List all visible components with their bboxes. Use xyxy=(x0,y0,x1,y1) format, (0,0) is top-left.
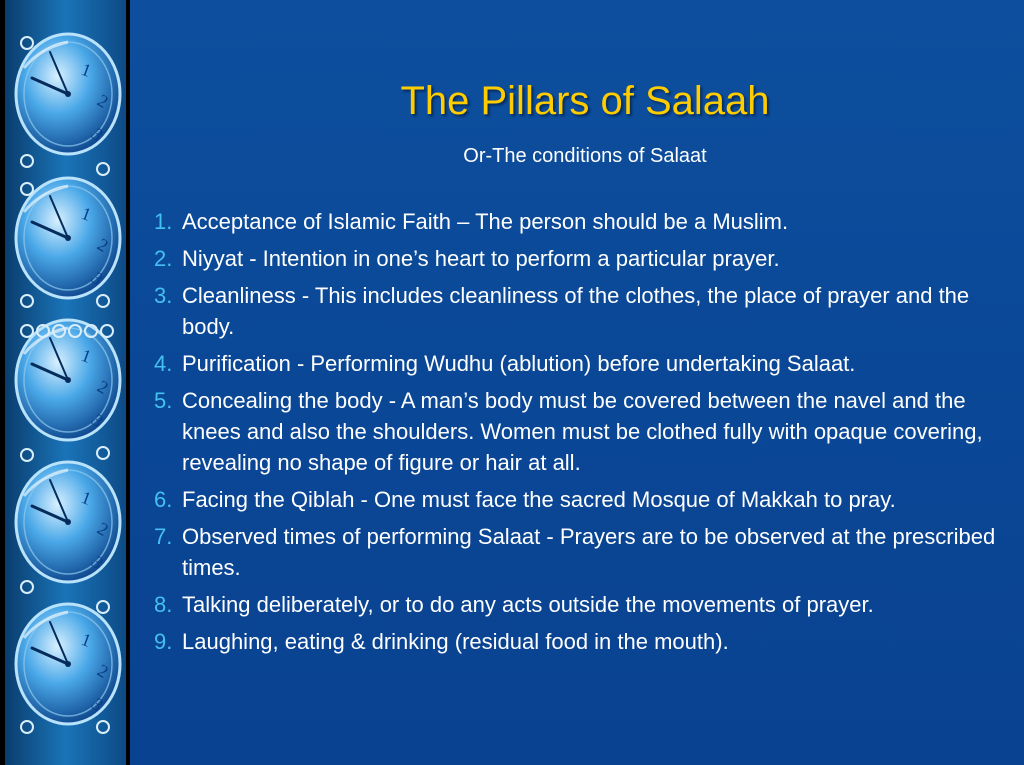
list-item xyxy=(148,280,1020,342)
ring-icon xyxy=(20,182,34,196)
svg-text:2: 2 xyxy=(94,90,112,112)
clock-icon xyxy=(10,456,122,588)
list-text: Purification - Performing Wudhu (ablution) before undertaking Salaat. xyxy=(182,351,856,376)
svg-text:1: 1 xyxy=(78,344,94,367)
svg-text:2: 2 xyxy=(94,234,112,256)
svg-text:1: 1 xyxy=(78,628,94,651)
slide-subtitle: Or-The conditions of Salaat xyxy=(463,145,707,167)
ring-icon xyxy=(20,294,34,308)
svg-text:1: 1 xyxy=(78,486,94,509)
svg-text:2: 2 xyxy=(94,518,112,540)
list-text: Concealing the body - A man’s body must be covered between the navel and the knees and also the shoulders. Women must be clothed fully with opaque covering, revealing no shape of figure or hair at all. xyxy=(182,388,983,475)
ring-icon xyxy=(36,324,50,338)
svg-text:1: 1 xyxy=(78,202,94,225)
list-text: Cleanliness - This includes cleanliness of the clothes, the place of prayer and the body. xyxy=(182,283,970,339)
clock-icon xyxy=(10,598,122,730)
strip-edge xyxy=(126,0,130,765)
ring-icon xyxy=(96,600,110,614)
list-item xyxy=(148,385,1020,478)
decorative-clock-strip xyxy=(0,0,130,765)
ring-icon xyxy=(96,294,110,308)
ring-icon xyxy=(84,324,98,338)
slide-title: The Pillars of Salaah xyxy=(400,78,770,123)
ring-icon xyxy=(52,324,66,338)
list-item xyxy=(148,243,1020,274)
list-number: 5. xyxy=(154,388,173,413)
ring-icon xyxy=(20,36,34,50)
list-text: Laughing, eating & drinking (residual food in the mouth). xyxy=(182,629,729,654)
list-text: Niyyat - Intention in one’s heart to perform a particular prayer. xyxy=(182,246,780,271)
svg-text:2: 2 xyxy=(94,660,112,682)
list-number: 3. xyxy=(154,283,173,308)
list-item xyxy=(148,348,1020,379)
pillars-list xyxy=(148,206,1020,663)
list-text: Acceptance of Islamic Faith – The person should be a Muslim. xyxy=(182,209,789,234)
list-number: 4. xyxy=(154,351,173,376)
ring-icon xyxy=(68,324,82,338)
list-text: Facing the Qiblah - One must face the sacred Mosque of Makkah to pray. xyxy=(182,487,896,512)
list-number: 7. xyxy=(154,524,173,549)
ring-icon xyxy=(100,324,114,338)
ring-icon xyxy=(96,162,110,176)
list-number: 9. xyxy=(154,629,173,654)
svg-text:3: 3 xyxy=(87,409,108,431)
svg-text:1: 1 xyxy=(78,58,94,81)
ring-icon xyxy=(96,446,110,460)
list-item xyxy=(148,206,1020,237)
list-number: 2. xyxy=(154,246,173,271)
list-item xyxy=(148,521,1020,583)
list-item xyxy=(148,589,1020,620)
list-item xyxy=(148,484,1020,515)
list-item xyxy=(148,626,1020,657)
list-number: 6. xyxy=(154,487,173,512)
ring-icon xyxy=(20,324,34,338)
ring-icon xyxy=(96,720,110,734)
list-text: Talking deliberately, or to do any acts outside the movements of prayer. xyxy=(182,592,874,617)
ring-icon xyxy=(20,720,34,734)
list-text: Observed times of performing Salaat - Prayers are to be observed at the prescribed times. xyxy=(182,524,996,580)
svg-text:3: 3 xyxy=(87,267,108,289)
list-number: 1. xyxy=(154,209,173,234)
list-number: 8. xyxy=(154,592,173,617)
ring-icon xyxy=(20,154,34,168)
ring-icon xyxy=(20,448,34,462)
svg-text:3: 3 xyxy=(87,123,108,145)
svg-text:3: 3 xyxy=(87,693,108,715)
svg-text:2: 2 xyxy=(94,376,112,398)
ring-icon xyxy=(20,580,34,594)
svg-text:3: 3 xyxy=(87,551,108,573)
